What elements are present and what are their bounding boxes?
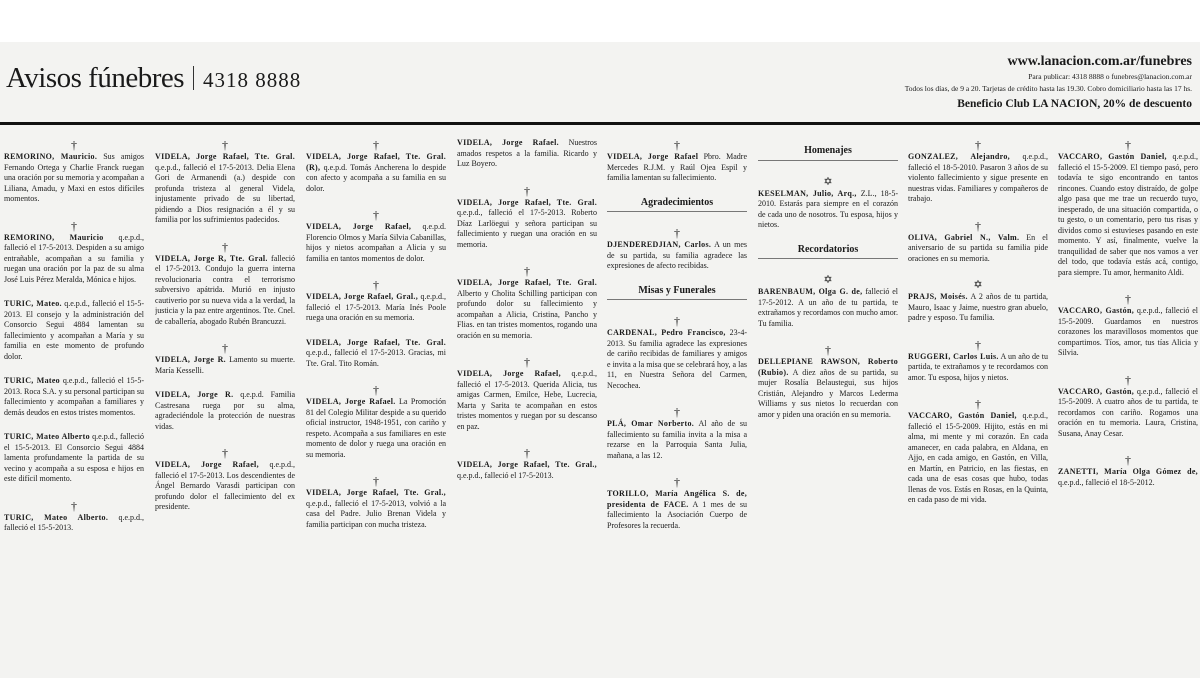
cross-icon: † [1125, 138, 1131, 152]
deceased-name: VIDELA, Jorge Rafael, Tte. Gral. [457, 197, 597, 207]
notice-text: A un año de tu partida, te extrañamos y te recordamos con amor. Tu esposa, hijos y nietos. [908, 351, 1048, 382]
notice-text: A un mes de su partida, su familia agradece las expresiones de afecto recibidas. [607, 240, 747, 270]
column-5 [607, 138, 747, 678]
deceased-name: VACCARO, Gastón Daniel, [908, 411, 1017, 420]
column-7 [908, 138, 1048, 678]
notice-text: Lamento su muerte. María Kesselli. [155, 355, 295, 375]
cross-icon: † [222, 138, 228, 152]
notice [457, 446, 597, 481]
notice-text: falleció el 17-5-2013. Condujo la guerra interna revolucionaria contra el terrorismo subversivo apátrida. Murió en injusto cautiverio por su nueva vida a la verdad, la justicia y la paz entre argentinos. Tte. Cnel. de caballería, abogado Rubén Brancuzzi. [155, 253, 295, 326]
notice [155, 240, 295, 328]
notice [4, 299, 144, 362]
cross-icon: † [373, 138, 379, 152]
star-of-david-icon: ✡ [823, 175, 833, 188]
deceased-name: VIDELA, Jorge R. [155, 390, 234, 399]
cross-icon: † [975, 138, 981, 152]
notice [607, 475, 747, 531]
column-1 [4, 138, 144, 678]
cross-icon: † [1125, 453, 1131, 467]
section-heading-agradecimientos: Agradecimientos [607, 198, 747, 213]
notice-text: q.e.p.d., falleció el 17-5-2013. Despiden a su amigo entrañable, acompañan a su familia y ruegan una oración por la paz de su alma José Luis Pérez Meralda, Mónica e hijos. [4, 232, 144, 284]
notice [155, 446, 295, 513]
notice [908, 278, 1048, 324]
notice-text: q.e.p.d., falleció el 17-5-2013. Roberto Díaz Larlöegui y señora participan su fallecimiento y ruegan una oración en su memoria. [457, 208, 597, 249]
notice [155, 341, 295, 376]
deceased-name: VACCARO, Gastón, [1058, 306, 1134, 315]
deceased-name: VIDELA, Jorge R. [155, 355, 226, 364]
notice-text: Pbro. Madre Mercedes R.J.M. y Raúl Ojea Espil y familia lamentan su fallecimiento. [607, 152, 747, 182]
notice-text: A diez años de su partida, su mujer Rosalía Belaustegui, sus hijos Cristián, Alejandro y Marcos Lederma Williams y sus nietos lo recuerdan con amor y piden una oración en su memoria. [758, 367, 898, 419]
notice [155, 138, 295, 226]
deceased-name: TURIC, Mateo Alberto [4, 432, 90, 441]
cross-icon: † [524, 264, 530, 278]
notice-text: q.e.p.d., falleció el 15-5-2009. El tiempo pasó, pero todavía te sigo encontrando en tantos rincones. Cuando estoy distraído, de golpe algo pasa que me trae un recuerdo tuyo, inesperado, de una situación compartida, o tu gesto, o un comentario, pero tus risas y dividos como si estuvieses pasando en este momento. Y así, finalmente, vuelve la tranquilidad de saber que nos vamos a ver del todo, que todavía estás acá, contigo, para siempre. Tu amor, hermanito Aldi. [1058, 152, 1198, 277]
notice-text: Z.L., 18-5-2010. Estarás para siempre en el corazón de cada uno de nosotros. Tu esposa, hijos y nietos. [758, 188, 898, 229]
notice [758, 273, 898, 329]
cross-icon: † [373, 208, 379, 222]
deceased-name: VIDELA, Jorge Rafael. [457, 138, 559, 147]
notice-text: q.e.p.d., falleció el 15-5-2013. El consejo y la administración del Consorcio Segui 4884 lamentan su fallecimiento y acompañan a María y su familia en este momento de profundo dolor. [4, 299, 144, 361]
notice-text: q.e.p.d., falleció el 17-5-2013. Gracias, mi Tte. Gral. Tito Román. [306, 348, 446, 368]
deceased-name: PRAJS, Moisés. [908, 292, 968, 301]
column-3 [306, 138, 446, 678]
header-rule [0, 122, 1200, 125]
club-benefit: Beneficio Club LA NACION, 20% de descuento [957, 98, 1192, 110]
hours-info: Todos los días, de 9 a 20. Tarjetas de crédito hasta las 19.30. Cobro domiciliario hasta las 17 hs. [904, 84, 1192, 93]
notice [4, 499, 144, 534]
section-heading-recordatorios: Recordatorios [758, 245, 898, 260]
notice [4, 432, 144, 485]
star-of-david-icon: ✡ [823, 274, 833, 286]
notice [758, 175, 898, 231]
deceased-name: DJENDEREDJIAN, Carlos. [607, 240, 712, 249]
notice [4, 376, 144, 418]
deceased-name: VIDELA, Jorge Rafael, Tte. Gral., [306, 488, 446, 497]
notice [457, 264, 597, 341]
notice [306, 338, 446, 370]
notice [1058, 453, 1198, 488]
notice-text: q.e.p.d., falleció el 17-5-2013. Delia Elena Gori de Armanendi (a.) despide con profunda tristeza al general Videla, injustamente privado de su libertad, pidiendo a Dios resignación a él y su familia por los sufrimientos padecidos. [155, 162, 295, 224]
deceased-name: VIDELA, Jorge Rafael, Tte. Gral. [155, 152, 295, 161]
phone-number: 4318 8888 [203, 68, 302, 92]
deceased-name: TURIC, Mateo. [4, 299, 62, 308]
notice-text: q.e.p.d., falleció el 17-5-2013, volvió a la casa del Padre. Julio Brenan Videla y familia participan con mucha tristeza. [306, 498, 446, 529]
page-top-margin [0, 0, 1200, 42]
notice-text: q.e.p.d., falleció el 15-5-2013. [4, 512, 144, 532]
cross-icon: † [222, 239, 228, 254]
notice-text: q.e.p.d., falleció el 17-5-2013. María Inés Poole ruega una oración en su memoria. [306, 292, 446, 322]
notice-text: q.e.p.d., falleció el 17-5-2013. Los descendientes de Ángel Bernardo Varasdi participan con profundo dolor el fallecimiento del ex presidente. [155, 460, 295, 511]
cross-icon: † [975, 337, 981, 352]
notice [908, 219, 1048, 265]
cross-icon: † [674, 405, 680, 419]
notice [457, 138, 597, 170]
cross-icon: † [222, 341, 228, 355]
notice-text: q.e.p.d. Florencio Olmos y María Silvia Cabanillas, hijos y nietos acompañan a Alicia y su familia en tantos momentos de dolor. [306, 222, 446, 263]
deceased-name: VIDELA, Jorge Rafael, [306, 222, 412, 231]
notice-text: Alberto y Cholita Schilling participan con profundo dolor su fallecimiento y acompañan a Alicia, Cristina, Pancho y Flias. en tan tristes momentos, rogando una oración en su memoria. [457, 288, 597, 340]
cross-icon: † [71, 138, 77, 152]
deceased-name: VIDELA, Jorge R, Tte. Gral. [155, 253, 268, 263]
notice [1058, 138, 1198, 278]
notice-text: Sus amigos Fernando Ortega y Charlie Franck ruegan una oración por su memoria y acompañan a Liliana, Amadu, y Maxi en estos difíciles momentos. [4, 152, 144, 203]
star-of-david-icon: ✡ [973, 279, 983, 291]
notice-text: 23-4-2013. Su familia agradece las expresiones de cariño recibidas de familiares y amigos e invita a la misa que se celebrará hoy, a las 11, en Nuestra Señora del Carmen, Necochea. [607, 328, 747, 390]
notice [306, 208, 446, 264]
deceased-name: VIDELA, Jorge Rafael, Tte. Gral., [457, 460, 597, 469]
page-title: Avisos fúnebres [6, 62, 185, 94]
cross-icon: † [975, 218, 981, 233]
notice [1058, 292, 1198, 359]
notice [4, 138, 144, 205]
site-url: www.lanacion.com.ar/funebres [1007, 54, 1192, 69]
notice-text: Nuestros amados respetos a la familia. Ricardo y Luz Boyero. [457, 138, 597, 168]
deceased-name: REMORINO, Mauricio. [4, 152, 98, 161]
notice [758, 343, 898, 420]
deceased-name: PLÁ, Omar Norberto. [607, 419, 695, 428]
notice-text: q.e.p.d. Familia Castresana ruega por su alma, agradeciéndole la protección de nuestras vidas. [155, 390, 295, 431]
notice-text: q.e.p.d., falleció el 15-5-2009. Guardamos en nuestros corazones los maravillosos momentos que compartimos. Tíos, amor, tus tías Alicia y Silvia. [1058, 306, 1198, 357]
deceased-name: CARDENAL, Pedro Francisco, [607, 328, 726, 337]
deceased-name: VIDELA, Jorge Rafael, Tte. Gral. [306, 337, 446, 347]
deceased-name: VIDELA, Jorge Rafael, [457, 369, 561, 378]
column-2 [155, 138, 295, 678]
notice-text: q.e.p.d. Tomás Ancherena lo despide con afecto y acompaña a su familia en su dolor. [306, 162, 446, 193]
cross-icon: † [674, 475, 680, 489]
cross-icon: † [674, 138, 680, 152]
cross-icon: † [1125, 292, 1131, 306]
notice-text: q.e.p.d., falleció el 15-5-2013. Roca S.A. y su personal participan su fallecimiento y acompañan a familiares y demás deudos en estos tristes momentos. [4, 376, 144, 417]
cross-icon: † [1125, 372, 1131, 387]
deceased-name: REMORINO, Mauricio [4, 232, 104, 242]
notice-text: q.e.p.d., falleció el 18-5-2012. [1058, 477, 1155, 487]
notice-text: q.e.p.d., falleció el 17-5-2013. [457, 470, 554, 480]
cross-icon: † [373, 474, 379, 488]
deceased-name: DELLEPIANE RAWSON, Roberto (Rubio). [758, 357, 898, 377]
deceased-name: VACCARO, Gastón Daniel, [1058, 152, 1167, 161]
notice [4, 219, 144, 286]
cross-icon: † [524, 446, 530, 460]
notice-text: q.e.p.d., falleció el 17-5-2013. Querida Alicia, tus amigas Carmen, Emilce, Hebe, Lucrecia, Marta y Sarita te acompañan en estos tristes momentos y ruegan por su descanso en paz. [457, 369, 597, 431]
cross-icon: † [674, 314, 680, 328]
cross-icon: † [373, 278, 379, 292]
notice [457, 355, 597, 432]
notice [306, 278, 446, 324]
contact-info: Para publicar: 4318 8888 o funebres@lanacion.com.ar [1028, 72, 1192, 81]
cross-icon: † [524, 355, 530, 369]
cross-icon: † [373, 383, 379, 397]
notice-text: A 2 años de tu partida, Mauro, Isaac y Jaime, nuestro gran abuelo, padre y esposo. Tu familia. [908, 292, 1048, 322]
cross-icon: † [674, 226, 680, 240]
cross-icon: † [975, 397, 981, 411]
deceased-name: KESELMAN, Julio, Arq., [758, 188, 857, 198]
notice [908, 397, 1048, 506]
cross-icon: † [71, 498, 77, 513]
deceased-name: GONZALEZ, Alejandro, [908, 152, 1010, 161]
cross-icon: † [222, 446, 228, 460]
deceased-name: VIDELA, Jorge Rafael. [306, 397, 396, 406]
deceased-name: VIDELA, Jorge Rafael [607, 152, 699, 161]
title-divider [193, 66, 194, 90]
notice-text: Al año de su fallecimiento su familia invita a la misa a rezarse en la Parroquia Santa Julia, mañana, a las 12. [607, 419, 747, 460]
column-4 [457, 138, 597, 678]
notice-text: q.e.p.d., falleció el 15-5-2009. A cuatro años de tu partida, te recordamos con cariño. Rogamos una oración en tu memoria. Laura, Cristina, Susana, Anay Cesar. [1058, 386, 1198, 438]
notice-text: q.e.p.d., falleció el 15-5-2009. Hijito, estás en mi alma, mi mente y mi corazón. En cada amanecer, en cada palabra, en Aldana, en Ajjo, en cada amigo, en Gastón, en Villa, en Martín, en Patricio, en las fiestas, en cada una de esas cosas que hubo, todas llenas de vos. Estás en Rosas, en la Quinta, en cada paso de mi vida. [908, 411, 1048, 504]
notice [155, 390, 295, 432]
notice-text: q.e.p.d., falleció el 18-5-2010. Pasaron 3 años de su violento fallecimiento y sigue presente en nuestras vidas. Familiares y compañeros de trabajo. [908, 152, 1048, 203]
deceased-name: TURIC, Mateo Alberto. [4, 512, 109, 522]
section-heading-misas: Misas y Funerales [607, 286, 747, 301]
notice [607, 226, 747, 272]
notice [908, 138, 1048, 205]
notice-text: falleció el 17-5-2012. A un año de tu partida, te extrañamos y recordamos con mucho amor. Tu familia. [758, 287, 898, 328]
notice [1058, 373, 1198, 440]
notice-text: q.e.p.d., falleció el 15-5-2013. El Consorcio Segui 4884 lamenta profundamente la partida de su vecino y acompaña a su esposa e hijos en este difícil momento. [4, 432, 144, 483]
notice [908, 338, 1048, 384]
cross-icon: † [825, 343, 831, 357]
deceased-name: BARENBAUM, Olga G. de, [758, 287, 863, 296]
section-heading-homenajes: Homenajes [758, 146, 898, 161]
deceased-name: VIDELA, Jorge Rafael, Tte. Gral. (R), [306, 152, 446, 172]
deceased-name: VIDELA, Jorge Rafael, [155, 460, 259, 469]
column-8 [1058, 138, 1198, 678]
deceased-name: VIDELA, Jorge Rafael, Gral., [306, 292, 419, 301]
deceased-name: TURIC, Mateo [4, 376, 60, 385]
deceased-name: ZANETTI, María Olga Gómez de, [1058, 467, 1198, 476]
column-6 [758, 138, 898, 678]
deceased-name: VIDELA, Jorge Rafael, Tte. Gral. [457, 278, 597, 287]
page-header [0, 42, 1200, 132]
notice [306, 138, 446, 194]
deceased-name: RUGGERI, Carlos Luis. [908, 351, 999, 361]
notice-text: La Promoción 81 del Colegio Militar despide a su querido oficial instructor, 1948-1951, con cariño y respeto. Acompaña a sus familiares en este momento de dolor y ruega una oración en su memoria. [306, 397, 446, 459]
cross-icon: † [524, 183, 530, 198]
notice-text: A 1 mes de su fallecimiento la Asociación Cuerpo de Profesores la recuerda. [607, 499, 747, 530]
cross-icon: † [71, 218, 77, 233]
notice [607, 138, 747, 184]
deceased-name: VACCARO, Gastón, [1058, 386, 1134, 396]
notice-text: En el aniversario de su partida su familia pide oraciones en su memoria. [908, 232, 1048, 263]
masthead [6, 62, 301, 95]
deceased-name: OLIVA, Gabriel N., Valm. [908, 232, 1020, 242]
notice [306, 474, 446, 530]
notice [607, 314, 747, 391]
notice [457, 184, 597, 251]
notice [607, 405, 747, 461]
deceased-name: TORILLO, María Angélica S. de, presidenta de FACE. [607, 489, 747, 509]
notice [306, 383, 446, 460]
